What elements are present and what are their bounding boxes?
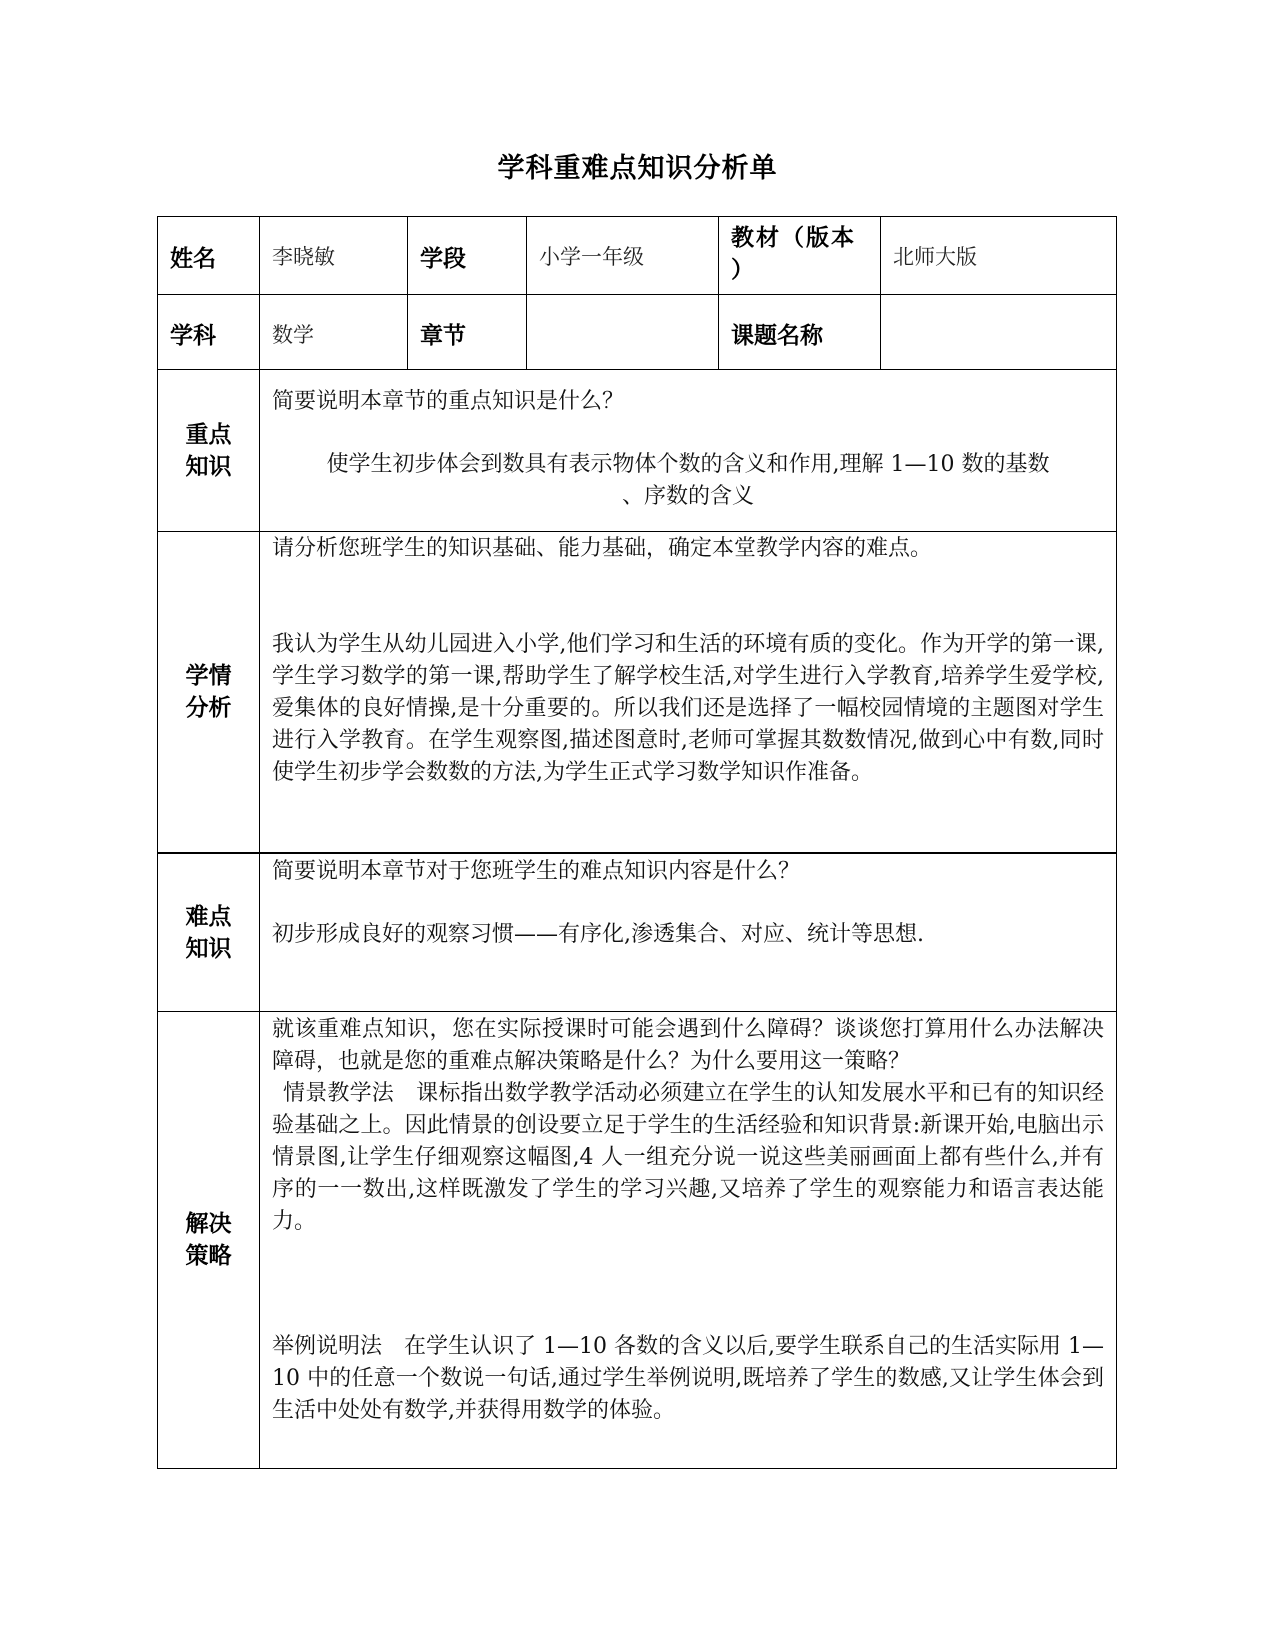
analysis-label (158, 532, 259, 852)
strategy-prompt: 就该重难点知识，您在实际授课时可能会遇到什么障碍？谈谈您打算用什么办法解决障碍，也就是您的重难点解决策略是什么？为什么要用这一策略？ (272, 1017, 1104, 1074)
strategy-paragraph-2: 举例说明法 在学生认识了 1—10 各数的含义以后,要学生联系自己的生活实际用 1—10 中的任意一个数说一句话,通过学生举例说明,既培养了学生的数感,又让学生体会到生活中处处有数学,并获得用数学的体验。 (272, 1334, 1104, 1423)
analysis-prompt: 请分析您班学生的知识基础、能力基础，确定本堂教学内容的难点。 (272, 536, 933, 561)
difficult-knowledge-answer: 初步形成良好的观察习惯——有序化,渗透集合、对应、统计等思想. (272, 922, 924, 947)
textbook-value: 北师大版 (893, 245, 977, 269)
subject-value: 数学 (272, 323, 314, 347)
key-knowledge-label-line1: 重点 (185, 421, 232, 448)
analysis-answer: 我认为学生从幼儿园进入小学,他们学习和生活的环境有质的变化。作为开学的第一课,学生学习数学的第一课,帮助学生了解学校生活,对学生进行入学教育,培养学生爱学校,爱集体的良好情操,是十分重要的。所以我们还是选择了一幅校园情境的主题图对学生进行入学教育。在学生观察图,描述图意时,老师可掌握其数数情况,做到心中有数,同时使学生初步学会数数的方法,为学生正式学习数学知识作准备。 (272, 632, 1104, 785)
key-knowledge-answer (267, 449, 1109, 513)
key-knowledge-answer-line1: 使学生初步体会到数具有表示物体个数的含义和作用,理解 1—10 数的基数 (326, 452, 1050, 477)
table-border-bottom (157, 1468, 1117, 1469)
table-border-right (1116, 216, 1117, 1469)
analysis-label-line1: 学情 (185, 663, 232, 689)
page-title: 学科重难点知识分析单 (497, 153, 778, 184)
chapter-label: 章节 (420, 323, 466, 349)
strategy-label-line1: 解决 (185, 1211, 232, 1237)
textbook-label-line2: ） (731, 257, 754, 283)
row-divider (157, 1011, 1117, 1012)
strategy-label (158, 1012, 259, 1468)
difficult-knowledge-label-line1: 难点 (185, 903, 232, 930)
key-knowledge-answer-line2: 、序数的含义 (621, 484, 754, 509)
difficult-knowledge-prompt: 简要说明本章节对于您班学生的难点知识内容是什么？ (272, 859, 801, 884)
stage-label: 学段 (420, 246, 466, 272)
subject-label: 学科 (170, 323, 216, 349)
stage-value: 小学一年级 (539, 245, 644, 269)
column-divider (259, 216, 260, 1469)
row-divider (157, 531, 1117, 532)
textbook-label (731, 222, 871, 286)
name-label: 姓名 (170, 246, 216, 272)
textbook-label-line1: 教材（版本 (731, 225, 856, 251)
row-divider (157, 369, 1117, 370)
topic-label: 课题名称 (731, 323, 823, 349)
table-border-top (157, 216, 1117, 217)
key-knowledge-label-line2: 知识 (185, 453, 232, 480)
difficult-knowledge-label (158, 854, 259, 1011)
analysis-label-line2: 分析 (185, 695, 232, 721)
column-divider (718, 216, 719, 370)
column-divider (407, 216, 408, 370)
column-divider (880, 216, 881, 370)
strategy-label-line2: 策略 (185, 1243, 232, 1269)
strategy-paragraph-1: 情景教学法 课标指出数学教学活动必须建立在学生的认知发展水平和已有的知识经验基础之上。因此情景的创设要立足于学生的生活经验和知识背景:新课开始,电脑出示情景图,让学生仔细观察这幅图,4 人一组充分说一说这些美丽画面上都有些什么,并有序的一一数出,这样既激发了学生的学习兴趣,又培养了学生的观察能力和语言表达能力。 (272, 1081, 1104, 1234)
key-knowledge-prompt: 简要说明本章节的重点知识是什么？ (272, 389, 625, 414)
key-knowledge-label (158, 370, 259, 531)
row-divider (157, 294, 1117, 295)
analysis-form-table (157, 216, 1117, 1469)
difficult-knowledge-label-line2: 知识 (185, 935, 232, 962)
name-value: 李晓敏 (272, 245, 335, 269)
column-divider (526, 216, 527, 370)
row-divider (157, 852, 1117, 854)
